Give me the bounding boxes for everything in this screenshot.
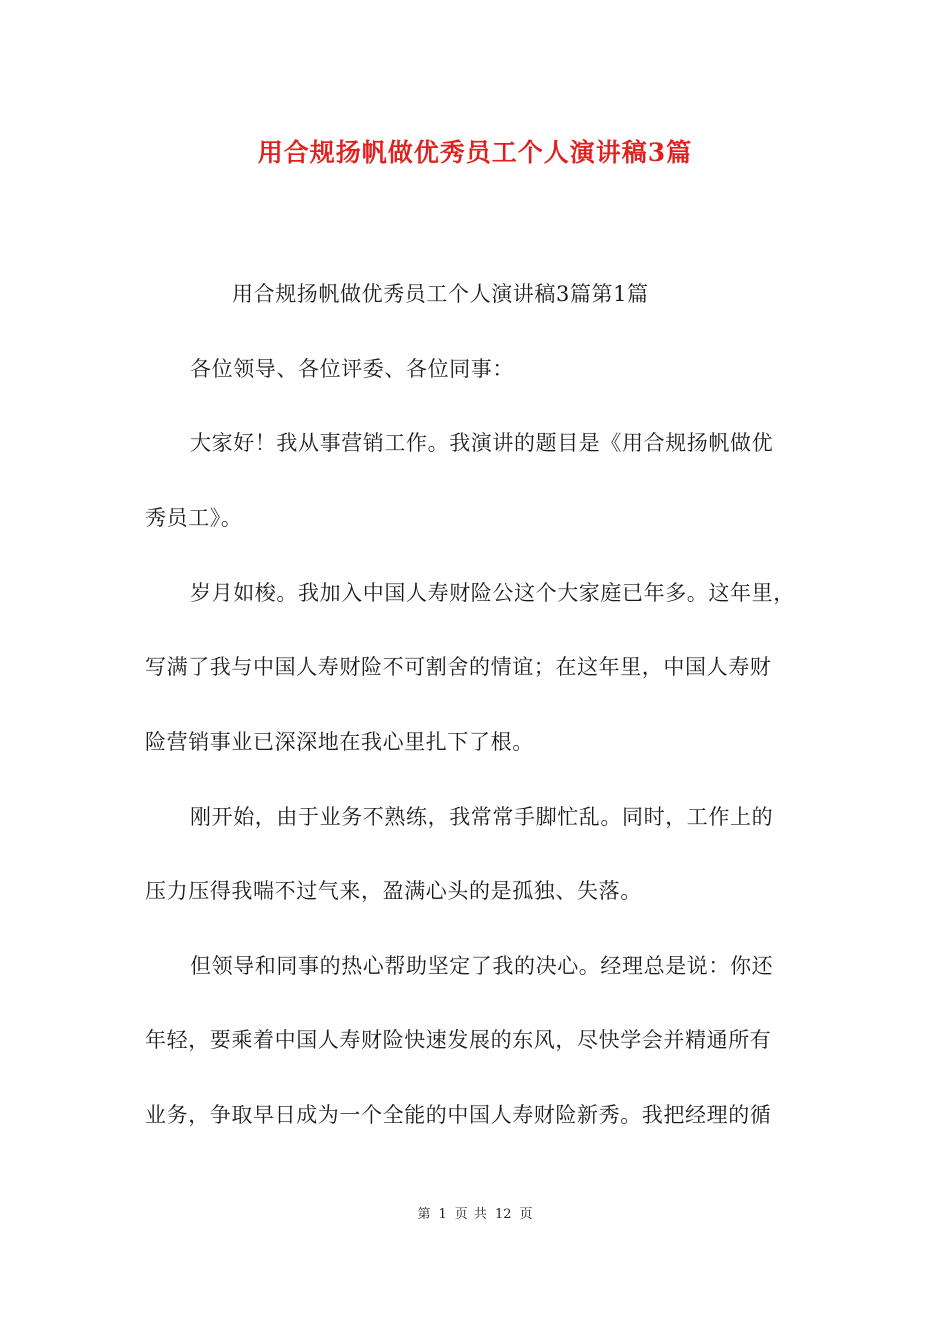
- paragraph-line: 年轻，要乘着中国人寿财险快速发展的东风，尽快学会并精通所有: [145, 1028, 772, 1052]
- paragraph-line: 各位领导、各位评委、各位同事：: [190, 357, 514, 381]
- paragraph-line: 业务，争取早日成为一个全能的中国人寿财险新秀。我把经理的循: [145, 1103, 772, 1127]
- paragraph-line: 但领导和同事的热心帮助坚定了我的决心。经理总是说：你还: [190, 954, 774, 978]
- paragraph-line: 险营销事业已深深地在我心里扎下了根。: [145, 730, 534, 754]
- paragraph-line: 岁月如梭。我加入中国人寿财险公这个大家庭已年多。这年里，: [190, 581, 795, 605]
- footer-current-page: 1: [438, 1207, 447, 1222]
- paragraph-line: 压力压得我喘不过气来，盈满心头的是孤独、失落。: [145, 879, 642, 903]
- footer-prefix: 第: [417, 1207, 431, 1222]
- footer-middle: 页 共: [454, 1207, 487, 1222]
- footer-suffix: 页: [519, 1207, 533, 1222]
- paragraph-line: 写满了我与中国人寿财险不可割舍的情谊；在这年里，中国人寿财: [145, 655, 772, 679]
- paragraph-line: 大家好！我从事营销工作。我演讲的题目是《用合规扬帆做优: [190, 431, 774, 455]
- paragraph-line: 秀员工》。: [145, 506, 243, 530]
- section-heading: 用合规扬帆做优秀员工个人演讲稿3篇第1篇: [232, 282, 649, 306]
- document-title: 用合规扬帆做优秀员工个人演讲稿3篇: [257, 138, 693, 167]
- page-footer: [0, 1205, 950, 1225]
- footer-total-pages: 12: [494, 1207, 512, 1222]
- paragraph-line: 刚开始，由于业务不熟练，我常常手脚忙乱。同时，工作上的: [190, 805, 774, 829]
